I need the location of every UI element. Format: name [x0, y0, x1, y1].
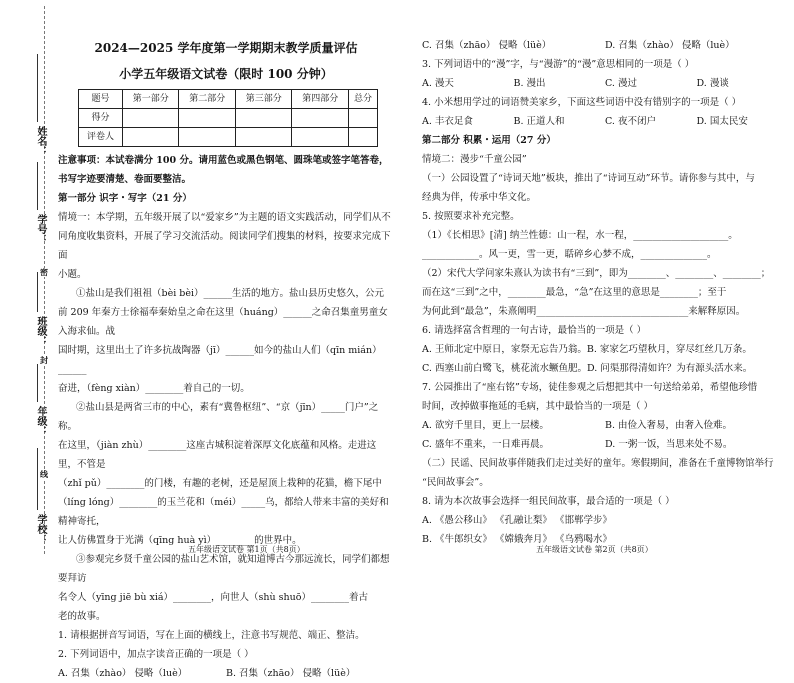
option-d[interactable]: D. 一粥一饭，当思来处不易。 [605, 439, 733, 450]
option-b[interactable]: B. 正道人和 [513, 116, 565, 127]
passage-line: 国时期，这里出土了许多抗战陶器（jī）______如今的盐山人们（qīn mián）______ [58, 345, 382, 375]
option-b[interactable]: B. 召集（zhāo） 侵略（lüè） [226, 668, 356, 679]
option-line[interactable]: A. 《愚公移山》 《孔融让梨》 《邯郸学步》 [422, 515, 612, 526]
option-d[interactable]: D. 召集（zhào） 侵略（luè） [605, 40, 735, 51]
grader-cell[interactable] [179, 128, 235, 147]
section-text: 经典为伴，传承中华文化。 [422, 192, 537, 203]
school-underline[interactable] [37, 448, 38, 510]
option-line[interactable]: A. 王师北定中原日，家祭无忘告乃翁。B. 家家乞巧望秋月，穿尽红丝几万条。 [422, 344, 752, 355]
context-text: 小题。 [58, 269, 87, 280]
passage-line: 在这里，（jiàn zhù）________这座古城积淀着深厚文化底蕴和风格。走进这里，不管是 [58, 440, 377, 470]
notice-line: 书写字迹要清楚、卷面要整洁。 [58, 174, 192, 185]
question: 6. 请选择富含哲理的一句古诗，最恰当的一项是（ ） [422, 325, 647, 336]
context-heading: 情境二：漫步“千童公园” [422, 154, 527, 165]
question: 8. 请为本次故事会选择一组民间故事，最合适的一项是（ ） [422, 496, 675, 507]
grader-row-label: 评卷人 [79, 128, 123, 147]
score-header-cell: 题号 [79, 90, 123, 109]
grader-cell[interactable] [235, 128, 291, 147]
exam-subtitle: 小学五年级语文试卷（限时 100 分钟） [119, 67, 333, 81]
fill-line[interactable]: ____________。风一更，雪一更，聒碎乡心梦不成，______________。 [422, 249, 717, 260]
score-table [78, 89, 378, 147]
option-a[interactable]: A. 欲穷千里目，更上一层楼。 [422, 420, 549, 431]
score-header-cell: 第四部分 [292, 90, 348, 109]
option-a[interactable]: A. 漫天 [422, 78, 454, 89]
fill-line[interactable]: 而在这“三到”之中，________最急，“急”在这里的意思是________；至于 [422, 287, 727, 298]
question: 时间，改掉做事拖延的毛病，其中最恰当的一项是（ ） [422, 401, 654, 412]
question: 7. 公园推出了“座右铭”专场，徒佳参观之后想把其中一句送给弟弟，希望他珍惜 [422, 382, 758, 393]
page-footer: 五年级语文试卷 第2页（共8页） [536, 545, 653, 554]
option-a[interactable]: A. 召集（zhào） 侵略（luè） [58, 668, 188, 679]
question: 5. 按照要求补充完整。 [422, 211, 520, 222]
part-heading: 第二部分 积累・运用（27 分） [422, 135, 556, 146]
option-b[interactable]: B. 漫出 [513, 78, 546, 89]
passage-line: 前 209 年秦方士徐福奉秦始皇之命在这里（huáng）______之命召集童男童女入海求仙。战 [58, 307, 388, 337]
section-text: （一）公园设置了“诗词天地”板块，推出了“诗词互动”环节。请你参与其中，与 [422, 173, 755, 184]
passage-line: ③参观完乡贤千童公园的盐山艺术馆，就知道博古今那远流长，同学们都想要拜访 [58, 554, 390, 584]
option-row [58, 664, 394, 683]
school-label: 学校： [35, 514, 46, 544]
score-header-cell: 第三部分 [235, 90, 291, 109]
seal-mark-2: 封 [40, 355, 48, 365]
score-header-row [79, 90, 378, 109]
option-c[interactable]: C. 盛年不重来，一日难再晨。 [422, 439, 549, 450]
left-page [58, 6, 394, 683]
class-label: 班级： [35, 316, 46, 346]
grader-cell[interactable] [292, 128, 348, 147]
score-cell[interactable] [179, 109, 235, 128]
option-row [422, 36, 788, 55]
passage-line: 让人仿佛置身于光满（qīng huà yì）________的世界中。 [58, 535, 302, 546]
passage-line: ①盐山是我们祖祖（bèi bèi）______生活的地方。盐山县历史悠久，公元 [76, 288, 385, 299]
option-row [422, 74, 788, 93]
fill-line[interactable]: （1）《长相思》[清] 纳兰性德：山一程，水一程，____________________。 [422, 230, 738, 241]
passage-line: ②盐山县是两省三市的中心，素有“冀鲁枢纽”、“京（jīn）_____门户”之称。 [58, 402, 379, 432]
passage-line: 奋进，（fèng xiàn）________着自己的一切。 [58, 383, 250, 394]
score-cell[interactable] [123, 109, 179, 128]
fill-line[interactable]: 为何此到“最急”，朱熹阐明________________________________来解释原因。 [422, 306, 746, 317]
option-row [422, 416, 788, 435]
seal-mark: 密 [40, 267, 48, 277]
option-c[interactable]: C. 夜不闭户 [605, 116, 656, 127]
question: 2. 下列词语中，加点字读音正确的一项是（ ） [58, 649, 254, 660]
option-c[interactable]: C. 召集（zhāo） 侵略（lüè） [422, 40, 552, 51]
section-text: “民间故事会”。 [422, 477, 489, 488]
score-header-cell: 总分 [348, 90, 377, 109]
option-d[interactable]: D. 漫谈 [696, 78, 729, 89]
binding-margin [0, 0, 52, 561]
option-b[interactable]: B. 由俭入奢易，由奢入俭难。 [605, 420, 733, 431]
score-cell[interactable] [292, 109, 348, 128]
question: 1. 请根据拼音写词语，写在上面的横线上，注意书写规范、端正、整洁。 [58, 630, 365, 641]
line-mark: 线 [40, 469, 48, 479]
exam-title: 2024—2025 学年度第一学期期末教学质量评估 [94, 41, 358, 55]
grader-row [79, 128, 378, 147]
option-c[interactable]: C. 漫过 [605, 78, 637, 89]
grade-label: 年级： [35, 406, 46, 436]
score-header-cell: 第二部分 [179, 90, 235, 109]
option-row [422, 112, 788, 131]
grader-cell[interactable] [348, 128, 377, 147]
school-no-label: 学号： [35, 214, 46, 244]
score-header-cell: 第一部分 [123, 90, 179, 109]
name-underline[interactable] [37, 54, 38, 122]
school-no-underline[interactable] [37, 162, 38, 210]
question: 4. 小米想用学过的词语赞美家乡，下面这些词语中没有错别字的一项是（ ） [422, 97, 742, 108]
passage-line: 老的故事。 [58, 611, 106, 622]
score-row [79, 109, 378, 128]
name-label: 姓名： [35, 126, 46, 156]
right-page [422, 6, 788, 549]
option-line[interactable]: C. 西塞山前白鹭飞，桃花流水鳜鱼肥。D. 问渠那得清如许？为有源头活水来。 [422, 363, 753, 374]
passage-line: （zhǐ pǔ）________的门楼，有趣的老树，还是屋顶上栽种的花猫，檐下尾中 [58, 478, 382, 489]
score-row-label: 得分 [79, 109, 123, 128]
option-a[interactable]: A. 丰衣足食 [422, 116, 473, 127]
context-text: 同角度收集资料，开展了学习交流活动。阅读同学们搜集的材料，按要求完成下面 [58, 231, 391, 261]
context-text: 情境一：本学期，五年级开展了以“爱家乡”为主题的语文实践活动，同学们从不 [58, 212, 391, 223]
option-d[interactable]: D. 国太民安 [696, 116, 748, 127]
section-text: （二）民谣、民间故事伴随我们走过美好的童年。寒假期间，准备在千童博物馆举行 [422, 458, 774, 469]
grade-underline[interactable] [37, 364, 38, 402]
passage-line: 名令人（yīng jiē bù xiá）________，向世人（shù shuō）________着古 [58, 592, 368, 603]
passage-line: （líng lóng）________的玉兰花和（méi）_____乌，都给人带来丰富的美好和精神寄托， [58, 497, 389, 527]
page-footer: 五年级语文试卷 第1页（共8页） [188, 545, 305, 554]
part-heading: 第一部分 识字・写字（21 分） [58, 193, 192, 204]
option-row [422, 435, 788, 454]
class-underline[interactable] [37, 272, 38, 312]
notice-line: 注意事项：本试卷满分 100 分。请用蓝色或黑色钢笔、圆珠笔或签字笔答卷， [58, 155, 389, 166]
grader-cell[interactable] [123, 128, 179, 147]
fill-line[interactable]: （2）宋代大学问家朱熹认为读书有“三到”，即为________、________、________； [422, 268, 771, 279]
score-cell[interactable] [348, 109, 377, 128]
question: 3. 下列词语中的“漫”字，与“漫游”的“漫”意思相同的一项是（ ） [422, 59, 695, 70]
option-line[interactable]: B. 《牛郎织女》 《嫦娥奔月》 《乌鸦喝水》 [422, 534, 613, 545]
score-cell[interactable] [235, 109, 291, 128]
